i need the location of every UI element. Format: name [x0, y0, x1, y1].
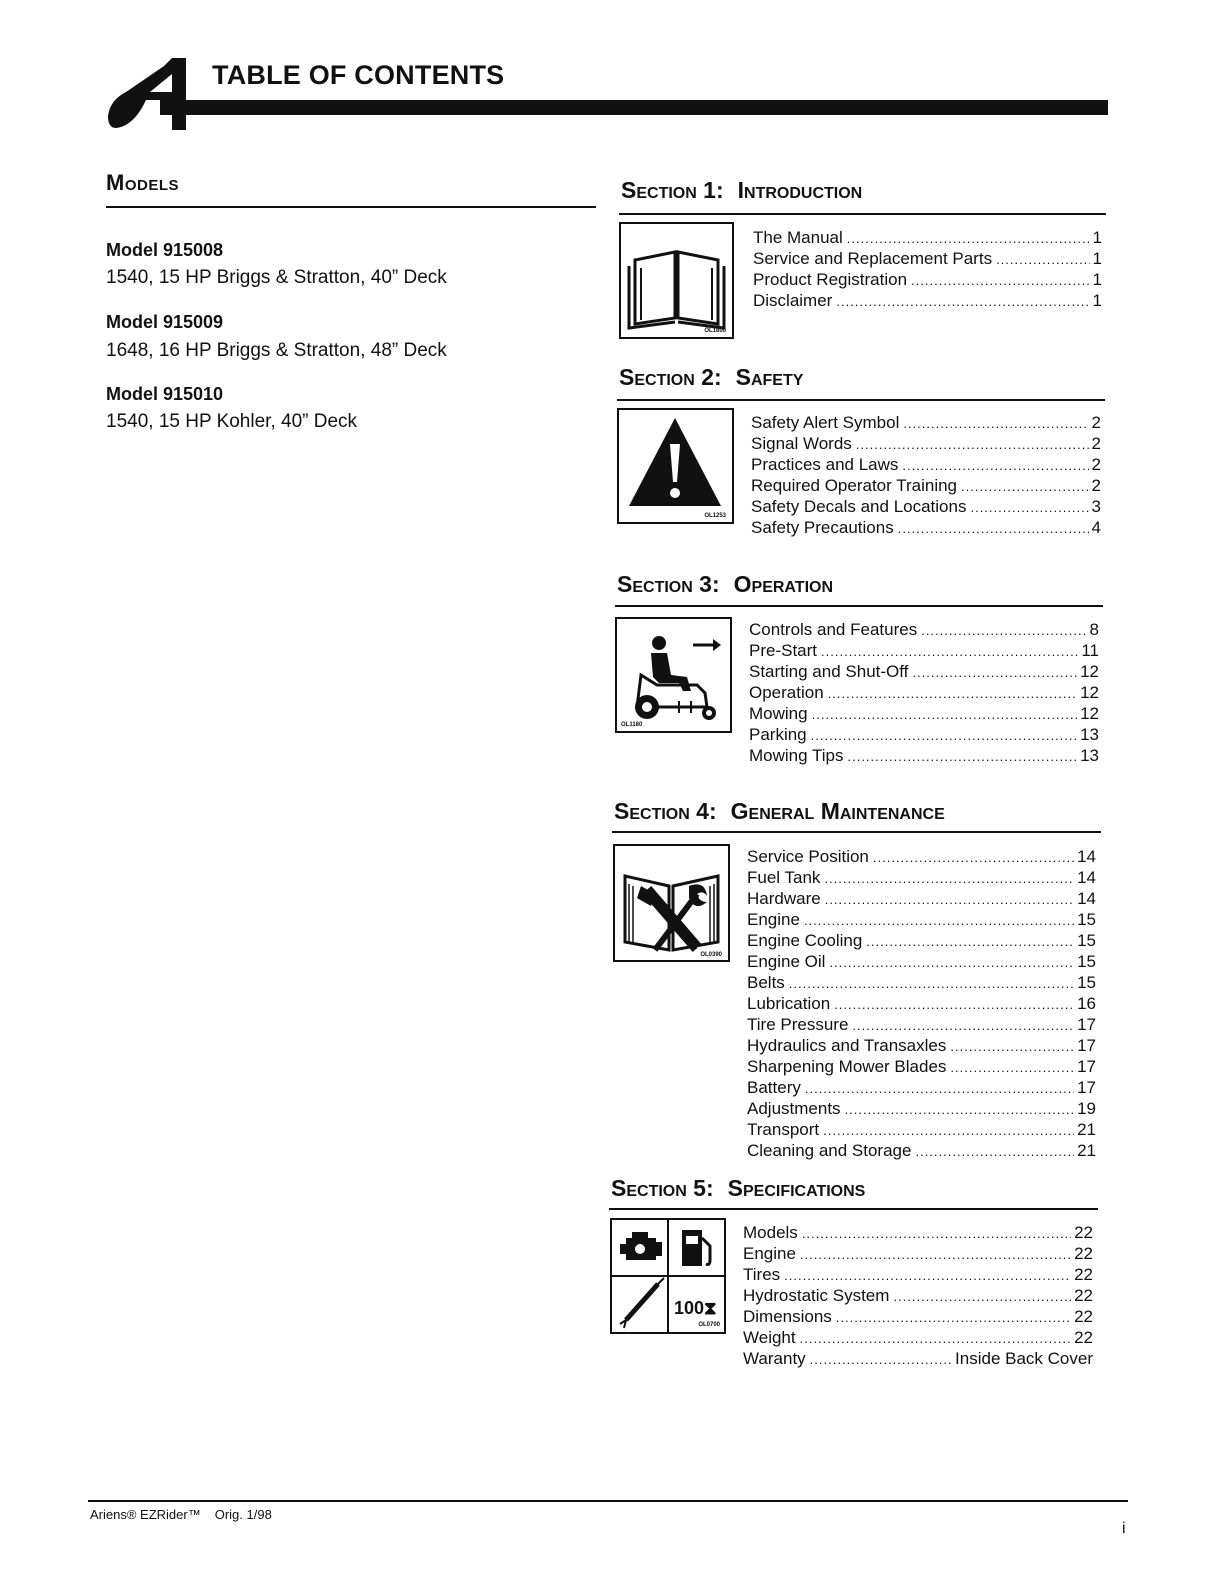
toc-entry: Cleaning and Storage ..... 21	[747, 1140, 1096, 1162]
section-name: Operation	[733, 571, 834, 597]
toc-entry: Belts ..... 15	[747, 972, 1096, 994]
toc-entry: Models ..... 22	[743, 1222, 1093, 1244]
section-name: Introduction	[737, 177, 863, 203]
section-name: Safety	[735, 364, 804, 390]
section-name: Specifications	[727, 1175, 866, 1201]
toc-entry: Safety Decals and Locations ..... 3	[751, 496, 1101, 518]
section-3-title	[617, 571, 833, 598]
toc-entry: Mowing ..... 12	[749, 703, 1099, 725]
toc-entry: Engine ..... 15	[747, 909, 1096, 931]
section-4-title	[614, 798, 945, 825]
toc-entry: Hydrostatic System ..... 22	[743, 1285, 1093, 1307]
toc-entry: Pre-Start ..... 11	[749, 640, 1099, 662]
model-description: 1540, 15 HP Kohler, 40” Deck	[106, 411, 358, 432]
section-5-title	[611, 1175, 865, 1202]
chapter-a-logo	[106, 56, 206, 136]
toc-entry: Lubrication ..... 16	[747, 993, 1096, 1015]
toc-entry: Operation ..... 12	[749, 682, 1099, 704]
footer-brand: Ariens® EZRider™	[90, 1507, 201, 1522]
toc-entry: Weight ..... 22	[743, 1327, 1093, 1349]
model-name: Model 915008	[106, 240, 224, 260]
section-label: Section 5:	[611, 1175, 714, 1201]
toc-entry: Hardware ..... 14	[747, 888, 1096, 910]
page-number: i	[1122, 1520, 1126, 1537]
hours-value: 100	[674, 1298, 705, 1318]
toc-entry: Signal Words ..... 2	[751, 433, 1101, 455]
icon-code: OL0390	[700, 952, 722, 958]
model-description: 1648, 16 HP Briggs & Stratton, 48” Deck	[106, 340, 447, 361]
section-rule	[619, 213, 1106, 215]
section-1-title	[621, 177, 862, 204]
section-rule	[615, 605, 1103, 607]
toc-entry: Required Operator Training ..... 2	[751, 475, 1101, 497]
toc-entry: Mowing Tips ..... 13	[749, 745, 1099, 767]
toc-entry: The Manual ..... 1	[753, 227, 1102, 249]
toc-entry: Service Position ..... 14	[747, 846, 1096, 868]
section-label: Section 4:	[614, 798, 717, 824]
toc-entry: Battery ..... 17	[747, 1077, 1096, 1099]
models-title: Models	[106, 170, 179, 195]
toc-entry: Tires ..... 22	[743, 1264, 1093, 1286]
section-rule	[609, 1208, 1098, 1210]
section-rule	[617, 399, 1105, 401]
toc-entry: Transport ..... 21	[747, 1119, 1096, 1141]
specifications-icon	[610, 1218, 726, 1334]
section-rule	[612, 831, 1101, 833]
section-name: General Maintenance	[730, 798, 945, 824]
footer-orig: Orig. 1/98	[214, 1507, 272, 1522]
toc-entry: Safety Alert Symbol ..... 2	[751, 412, 1101, 434]
manual-book-icon	[619, 222, 734, 339]
section-label: Section 3:	[617, 571, 720, 597]
toc-entry: Practices and Laws ..... 2	[751, 454, 1101, 476]
toc-entry: Waranty ..... Inside Back Cover	[743, 1348, 1093, 1370]
header-rule	[160, 100, 1108, 115]
models-rule	[106, 206, 596, 208]
model-name: Model 915010	[106, 384, 224, 404]
page-title: TABLE OF CONTENTS	[212, 60, 505, 90]
icon-code: OL1800	[704, 328, 726, 334]
toc-entry: Parking ..... 13	[749, 724, 1099, 746]
toc-entry: Starting and Shut-Off ..... 12	[749, 661, 1099, 683]
section-label: Section 1:	[621, 177, 724, 203]
model-name: Model 915009	[106, 312, 224, 332]
toc-entry: Fuel Tank ..... 14	[747, 867, 1096, 889]
toc-entry: Tire Pressure ..... 17	[747, 1014, 1096, 1036]
maintenance-tools-icon	[613, 844, 730, 962]
toc-entry: Sharpening Mower Blades ..... 17	[747, 1056, 1096, 1078]
icon-code: OL1253	[704, 513, 726, 519]
toc-entry: Safety Precautions ..... 4	[751, 517, 1101, 539]
icon-code: OL1180	[621, 722, 643, 728]
section-2-title	[619, 364, 803, 391]
footer-rule	[88, 1500, 1128, 1502]
toc-entry: Engine Oil ..... 15	[747, 951, 1096, 973]
toc-entry: Controls and Features ..... 8	[749, 619, 1099, 641]
toc-entry: Adjustments ..... 19	[747, 1098, 1096, 1120]
hours-label: 100⧗	[674, 1298, 717, 1318]
toc-entry: Dimensions ..... 22	[743, 1306, 1093, 1328]
toc-entry: Engine Cooling ..... 15	[747, 930, 1096, 952]
model-description: 1540, 15 HP Briggs & Stratton, 40” Deck	[106, 267, 447, 288]
section-label: Section 2:	[619, 364, 722, 390]
toc-entry: Product Registration ..... 1	[753, 269, 1102, 291]
toc-entry: Hydraulics and Transaxles ..... 17	[747, 1035, 1096, 1057]
safety-alert-icon	[617, 408, 734, 524]
toc-entry: Engine ..... 22	[743, 1243, 1093, 1265]
footer	[90, 1507, 286, 1522]
toc-entry: Disclaimer ..... 1	[753, 290, 1102, 312]
toc-entry: Service and Replacement Parts ..... 1	[753, 248, 1102, 270]
rider-mower-icon	[615, 617, 732, 733]
icon-code: OL0700	[698, 1322, 720, 1328]
